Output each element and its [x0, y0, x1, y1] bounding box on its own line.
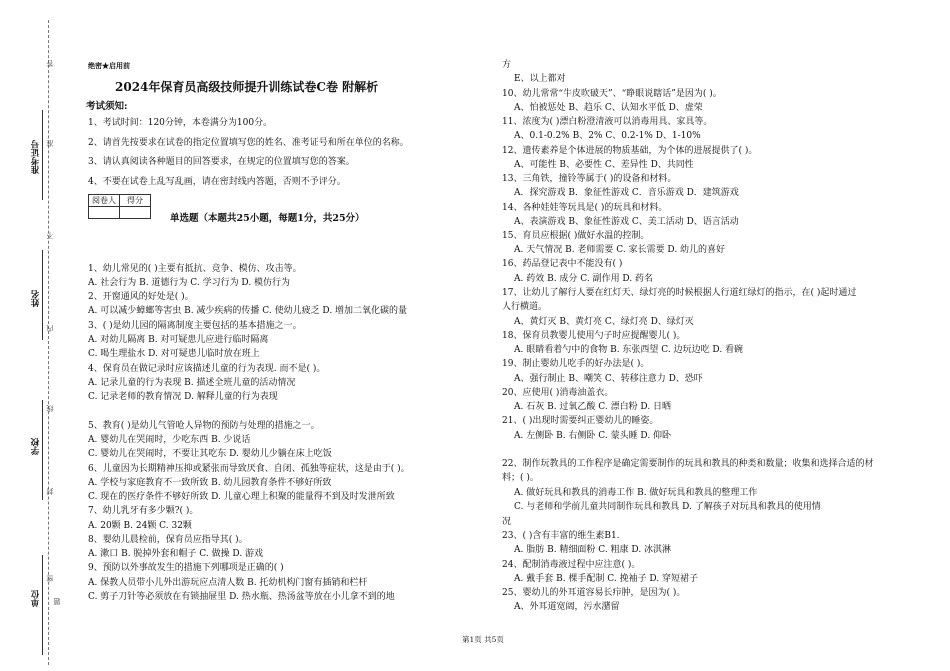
- question-line: A、0.1-0.2% B、2% C、0.2-1% D、1-10%: [514, 131, 701, 141]
- question-line: 6、儿童因为长期精神压抑或紧张而导致厌食、自闭、孤独等症状，这是由于( )。: [88, 464, 410, 474]
- name-underline: [42, 250, 43, 340]
- margin-mark: 答: [46, 60, 54, 67]
- notice-item: 3、请认真阅读各种题目的回答要求，在规定的位置填写您的答案。: [88, 157, 355, 167]
- notice-item: 2、请首先按要求在试卷的指定位置填写您的姓名、准考证号和所在单位的名称。: [88, 138, 409, 148]
- question-line: 1、幼儿常见的( )主要有抵抗、竞争、模仿、攻击等。: [88, 264, 302, 274]
- confidential-mark: 绝密★启用前: [88, 61, 130, 70]
- question-line: A. 可以减少蟑螂等害虫 B. 减少疾病的传播 C. 使幼儿疲乏 D. 增加二氧化碳的量: [88, 306, 408, 316]
- question-line: C. 现在的医疗条件不够好所致 D. 儿童心理上积聚的能量得不到及时发泄所致: [88, 492, 395, 502]
- unit-underline: [42, 555, 43, 655]
- question-line: 况: [502, 517, 512, 527]
- binding-dashed-line: [48, 20, 49, 665]
- question-line: 4、保育员在做记录时应该描述儿童的行为表现. 而不是( )。: [88, 364, 326, 374]
- question-line: A、外耳道宽阔，污水潴留: [514, 602, 620, 612]
- margin-mark: 不: [46, 232, 54, 239]
- name-label: 姓名: [31, 290, 41, 307]
- question-line: A. 对幼儿隔离 B. 对可疑患儿应进行临时隔离: [88, 335, 269, 345]
- question-line: 方: [502, 60, 512, 70]
- exam-id-label: 准考证号: [31, 140, 41, 174]
- question-line: 23、( )含有丰富的维生素B1.: [502, 531, 620, 541]
- reviewer-cell: 阅卷人: [89, 195, 120, 207]
- question-line: A．探究游戏 B．象征性游戏 C．音乐游戏 D．建筑游戏: [514, 188, 739, 198]
- question-line: A. 脂肪 B. 精细面粉 C. 粗康 D. 冰淇淋: [514, 545, 672, 555]
- question-line: A. 保教人员带小儿外出游玩应点清人数 B. 托幼机构门窗有插销和栏杆: [88, 578, 368, 588]
- question-line: E、以上都对: [514, 74, 566, 84]
- question-line: A. 戴手套 B. 棵手配制 C. 挽袖子 D. 穿短裙子: [514, 574, 699, 584]
- score-blank[interactable]: [120, 207, 151, 219]
- question-line: 22、制作玩教具的工作程序是确定需要制作的玩具和教具的种类和数量；收集和选择合适的材: [502, 459, 874, 469]
- question-line: 18、保育员教婴儿使用勺子时应提醒婴儿( )。: [502, 331, 686, 341]
- question-line: C. 与老师和学前儿童共同制作玩具和教具 D. 了解孩子对玩具和教具的使用情: [514, 502, 821, 512]
- question-line: 11、浓度为( )漂白粉澄清液可以消毒用具、家具等。: [502, 117, 713, 127]
- question-line: 20、应使用( )消毒油盖衣。: [502, 388, 614, 398]
- question-line: 料；( )。: [502, 473, 539, 483]
- margin-mark: 封: [46, 488, 54, 495]
- question-line: A. 眼睛看着勺中的食物 B. 东张西望 C. 边玩边吃 D. 看碗: [514, 345, 744, 355]
- question-line: 12、遗传素养是个体进展的物质基础，为个体的进展提供了( )。: [502, 146, 758, 156]
- question-line: A、强行制止 B、嘲笑 C、转移注意力 D、恐吓: [514, 374, 703, 384]
- notice-item: 4、不要在试卷上乱写乱画，请在密封线内答题，否则不予评分。: [88, 177, 346, 187]
- question-line: 3、( )是幼儿园的隔离制度主要包括的基本措施之一。: [88, 321, 302, 331]
- margin-mark: 密: [46, 575, 54, 582]
- question-line: A、可能性 B、必要性 C、差异性 D、共同性: [514, 160, 694, 170]
- exam-id-underline: [42, 110, 43, 200]
- question-line: A、怕被惩处 B、趋乐 C、认知水平低 D、虚荣: [514, 103, 703, 113]
- page-number: 第1页 共5页: [462, 635, 504, 644]
- question-line: 15、育员应根据( )做好水温的控制。: [502, 231, 650, 241]
- question-line: A. 社会行为 B. 道德行为 C. 学习行为 D. 模仿行为: [88, 278, 291, 288]
- question-line: 25、婴幼儿的外耳道容易长疖肿，是因为( )。: [502, 588, 686, 598]
- question-line: 17、让幼儿了解行人要在红灯天、绿灯亮的时候根据人行道红绿灯的指示，在( )起时通过: [502, 288, 857, 298]
- question-line: A. 石灰 B. 过氧乙酸 C. 漂白粉 D. 日晒: [514, 402, 672, 412]
- question-line: A. 记录儿童的行为表现 B. 描述全班儿童的活动情况: [88, 378, 296, 388]
- reviewer-blank[interactable]: [89, 207, 120, 219]
- page-title: 2024年保育员高级技师提升训练试卷C卷 附解析: [115, 80, 379, 94]
- question-line: C. 婴幼儿在哭闹时，不要让其吃东 D. 婴幼儿少躺在床上吃饭: [88, 449, 332, 459]
- question-line: 13、三角铁，撞铃等属于( )的设备和材料。: [502, 174, 677, 184]
- question-line: 人行横道。: [502, 302, 548, 312]
- school-underline: [42, 400, 43, 500]
- margin-mark: 内: [46, 325, 54, 332]
- notice-item: 1、考试时间：120分钟，本卷满分为100分。: [88, 118, 273, 128]
- question-line: A. 左侧卧 B. 右侧卧 C. 蒙头睡 D. 仰卧: [514, 431, 672, 441]
- question-line: A、表演游戏 B、象征性游戏 C、美工活动 D、语言活动: [514, 217, 739, 227]
- question-line: 5、教育( )是幼儿气管呛人异物的预防与处理的措施之一。: [88, 421, 320, 431]
- score-table: [88, 194, 151, 219]
- school-label: 学校: [31, 438, 41, 455]
- question-line: A. 20颗 B. 24颗 C. 32颗: [88, 521, 192, 531]
- question-line: A. 天气情况 B. 老师需要 C. 家长需要 D. 幼儿的喜好: [514, 245, 726, 255]
- unit-label: 单位: [31, 590, 41, 607]
- question-line: A. 学校与家庭教育不一致所致 B. 幼儿园教育条件不够好所致: [88, 478, 332, 488]
- question-line: 19、制止婴幼儿吃手的好办法是( )。: [502, 359, 650, 369]
- question-line: A. 药效 B. 成分 C. 副作用 D. 药名: [514, 274, 654, 284]
- question-line: 7、幼儿乳牙有多少颗?( )。: [88, 506, 199, 516]
- margin-mark: 题: [53, 598, 61, 605]
- question-line: C. 记录老师的教育情况 D. 解释儿童的行为表现: [88, 392, 278, 402]
- margin-mark: 准: [46, 140, 54, 147]
- question-line: 2、开窗通风的好处是( )。: [88, 292, 194, 302]
- question-line: 9、预防以外事故发生的措施下列哪项是正确的( ): [88, 563, 284, 573]
- notice-heading: 考试须知:: [86, 101, 128, 112]
- question-line: A、黄灯灭 B、黄灯亮 C、绿灯亮 D、绿灯灭: [514, 317, 694, 327]
- score-cell: 得分: [120, 195, 151, 207]
- question-line: A. 漱口 B. 脱掉外套和帽子 C. 做操 D. 游戏: [88, 549, 264, 559]
- question-line: 10、幼儿常常“牛皮吹破天”、“睁眼说瞎话”是因为( )。: [502, 89, 722, 99]
- question-line: C. 剪子刀针等必须放在有锁抽屉里 D. 热水瓶、热汤盆等放在小儿拿不到的地: [88, 592, 395, 602]
- question-line: C. 喝生理盐水 D. 对可疑患儿临时放在班上: [88, 349, 260, 359]
- margin-mark: 线: [46, 405, 54, 412]
- question-line: A. 婴幼儿在哭闹时，少吃东西 B. 少说话: [88, 435, 251, 445]
- question-line: 21、( )出现时需要纠正婴幼儿的睡姿。: [502, 416, 659, 426]
- question-line: 16、药品登记表中不能没有( ): [502, 259, 623, 269]
- question-line: 14、各种娃娃等玩具是( )的玩具和材料。: [502, 203, 668, 213]
- section-title: 单选题（本题共25小题，每题1分，共25分）: [170, 213, 365, 224]
- question-line: A. 做好玩具和教具的消毒工作 B. 做好玩具和教具的整理工作: [514, 488, 758, 498]
- question-line: 8、婴幼儿晨检前，保育员应指导其( )。: [88, 535, 248, 545]
- question-line: 24、配制消毒液过程中应注意( )。: [502, 560, 641, 570]
